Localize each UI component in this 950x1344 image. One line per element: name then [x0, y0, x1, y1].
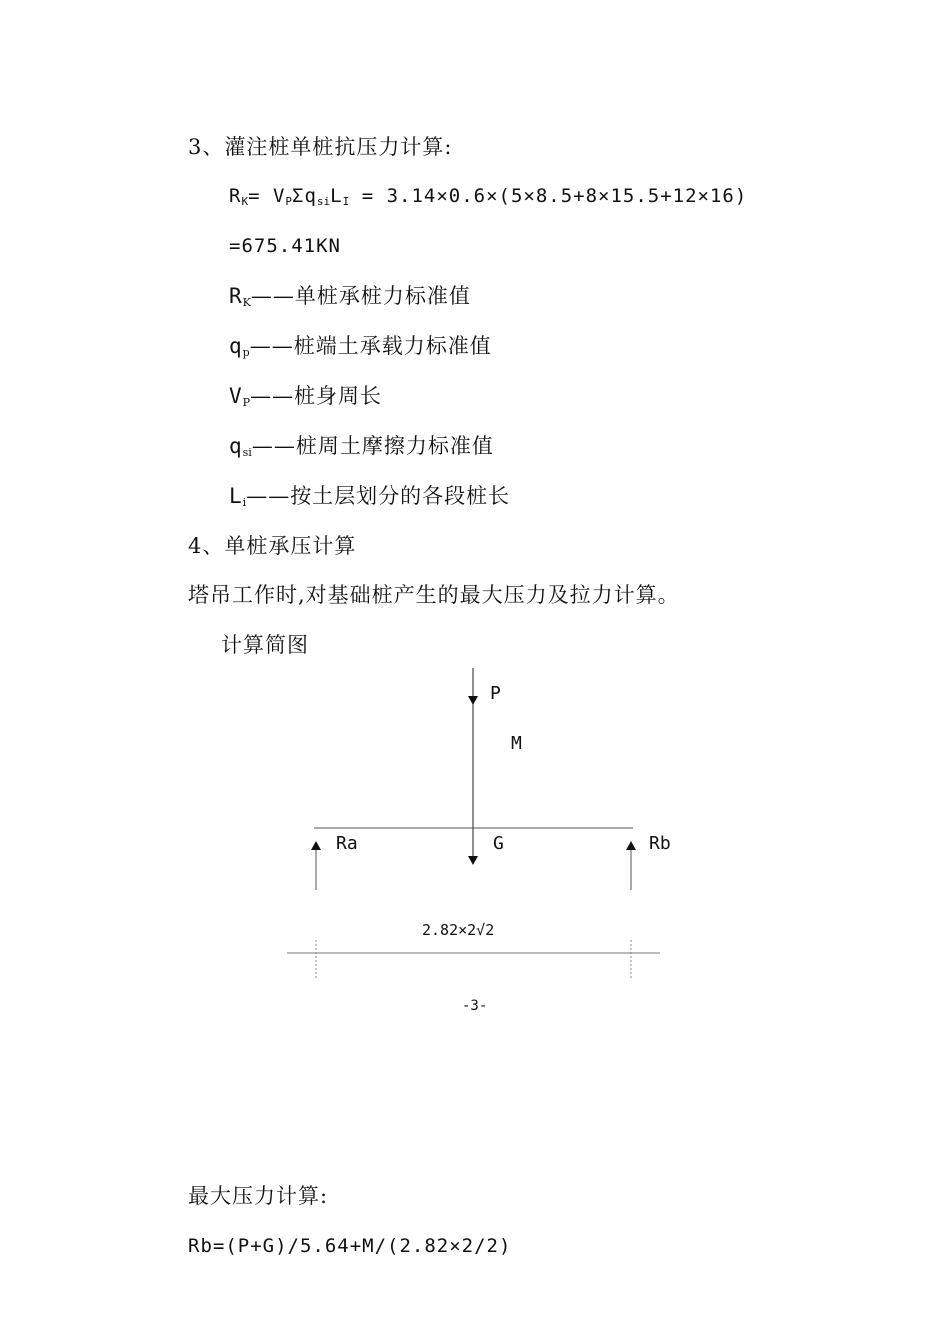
section4-description: 塔吊工作时,对基础桩产生的最大压力及拉力计算。 [188, 583, 680, 607]
rb-arrow-icon [626, 841, 636, 850]
label-m: M [511, 733, 522, 754]
label-p: P [490, 683, 501, 704]
label-g: G [493, 833, 504, 854]
formula-sigma: Σq [292, 185, 317, 207]
definition-sub: p [242, 346, 250, 359]
formula-q-sub: si [316, 195, 331, 208]
definition-sub: P [242, 396, 251, 409]
definition-symbol: q [229, 334, 243, 358]
label-ra: Ra [336, 833, 358, 854]
definition-text: ——单桩承桩力标准值 [250, 284, 471, 308]
definition-text: ——桩端土承载力标准值 [249, 334, 492, 358]
definition-item [229, 283, 471, 316]
definition-text: ——桩身周长 [250, 384, 383, 408]
label-rb: Rb [649, 833, 671, 854]
g-arrow-icon [468, 856, 478, 865]
definition-item [229, 333, 492, 366]
formula-eq: = V [248, 185, 286, 207]
formula-l: L [330, 185, 343, 207]
section3-heading: 3、灌注桩单桩抗压力计算: [188, 135, 453, 159]
max-pressure-heading: 最大压力计算: [188, 1184, 329, 1208]
force-diagram-svg [280, 660, 670, 990]
definition-item [229, 433, 494, 466]
definition-item [229, 483, 510, 516]
formula-r-sub: K [241, 195, 249, 208]
force-diagram [280, 660, 670, 990]
formula-result: =675.41KN [229, 235, 341, 257]
formula-rest: = 3.14×0.6×(5×8.5+8×15.5+12×16) [349, 185, 748, 207]
definition-text: ——桩周土摩擦力标准值 [251, 434, 494, 458]
label-span: 2.82×2√2 [422, 921, 495, 939]
p-arrow-icon [468, 696, 478, 705]
max-pressure-formula: Rb=(P+G)/5.64+M/(2.82×2/2) [188, 1235, 512, 1257]
formula-v-sub: P [285, 195, 293, 208]
definition-symbol: L [229, 484, 243, 508]
definition-sub: i [242, 496, 247, 509]
page-number: -3- [462, 998, 488, 1014]
ra-arrow-icon [311, 841, 321, 850]
formula-rk [229, 183, 747, 215]
definition-item [229, 383, 382, 416]
definition-text: ——按土层划分的各段桩长 [246, 484, 511, 508]
definition-sub: si [242, 446, 252, 459]
definition-symbol: R [229, 284, 243, 308]
definition-symbol: V [229, 384, 243, 408]
definition-sub: K [242, 296, 251, 309]
section4-heading: 4、单桩承压计算 [188, 534, 357, 558]
diagram-title: 计算简图 [221, 633, 309, 657]
formula-r: R [229, 185, 242, 207]
formula-l-sub: I [342, 195, 350, 208]
definition-symbol: q [229, 434, 243, 458]
